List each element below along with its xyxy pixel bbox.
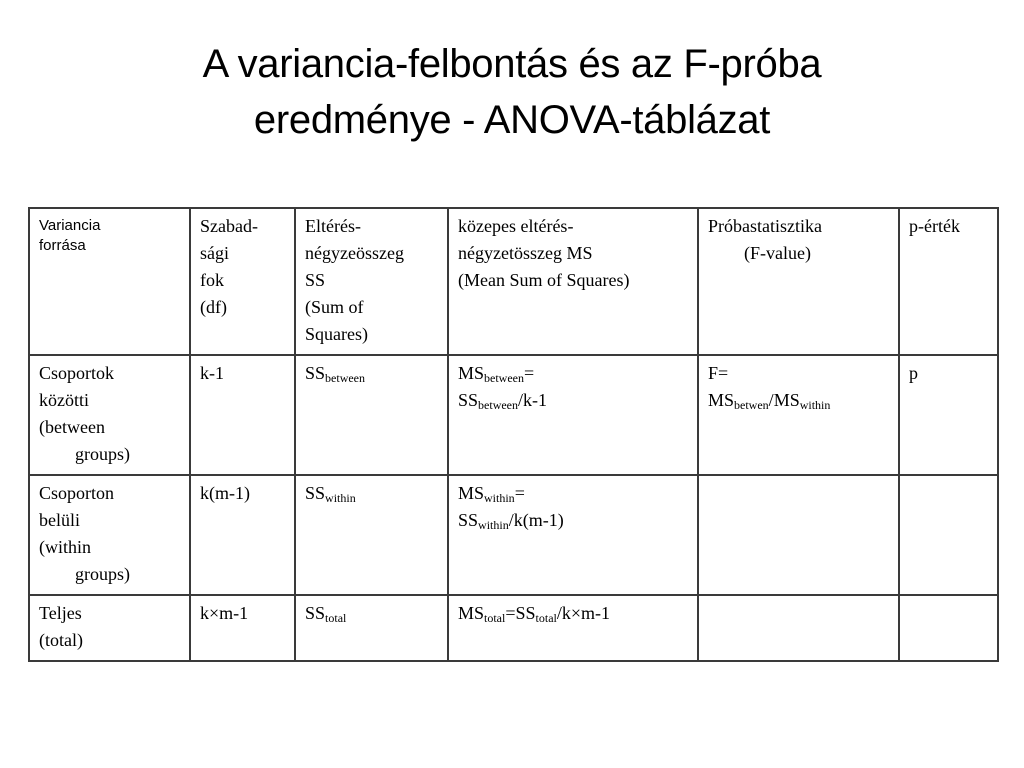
cell-p-total [899, 595, 998, 661]
header-cell-p: p-érték [899, 208, 998, 355]
anova-table [28, 207, 999, 662]
cell-source-within: Csoporton belüli (within groups) [29, 475, 190, 595]
cell-source-between: Csoportok közötti (between groups) [29, 355, 190, 475]
title-line-1: A variancia-felbontás és az F-próba [202, 42, 822, 86]
cell-f-total [698, 595, 899, 661]
cell-df-within: k(m-1) [190, 475, 295, 595]
cell-f-between: F= $MS_{betwen}/MS_{within}$ [698, 355, 899, 475]
table-row-total [29, 595, 998, 661]
header-row [29, 208, 998, 355]
table-row-within [29, 475, 998, 595]
cell-ss-within: $SS_{within}$ [295, 475, 448, 595]
cell-ms-total: $MS_{total}=SS_{total}/k\times m-1$ [448, 595, 698, 661]
cell-ss-between: $SS_{between}$ [295, 355, 448, 475]
slide-title [0, 36, 1024, 148]
cell-source-total: Teljes (total) [29, 595, 190, 661]
cell-ms-within: $MS_{within}=$ $SS_{within}/k(m-1)$ [448, 475, 698, 595]
cell-p-between: p [899, 355, 998, 475]
header-cell-source: Variancia forrása [29, 208, 190, 355]
header-cell-ms: közepes eltérés- négyzetösszeg MS (Mean Sum of Squares) [448, 208, 698, 355]
header-cell-ss: Eltérés- négyzeösszeg SS (Sum of Squares) [295, 208, 448, 355]
cell-df-between: k-1 [190, 355, 295, 475]
cell-p-within [899, 475, 998, 595]
cell-ms-between: $MS_{between}=$ $SS_{between}/k-1$ [448, 355, 698, 475]
header-cell-f: Próbastatisztika (F-value) [698, 208, 899, 355]
table-row-between [29, 355, 998, 475]
header-cell-df: Szabad- sági fok (df) [190, 208, 295, 355]
title-line-2: eredménye - ANOVA-táblázat [253, 98, 771, 142]
cell-f-within [698, 475, 899, 595]
cell-ss-total: $SS_{total}$ [295, 595, 448, 661]
cell-df-total: k×m-1 [190, 595, 295, 661]
